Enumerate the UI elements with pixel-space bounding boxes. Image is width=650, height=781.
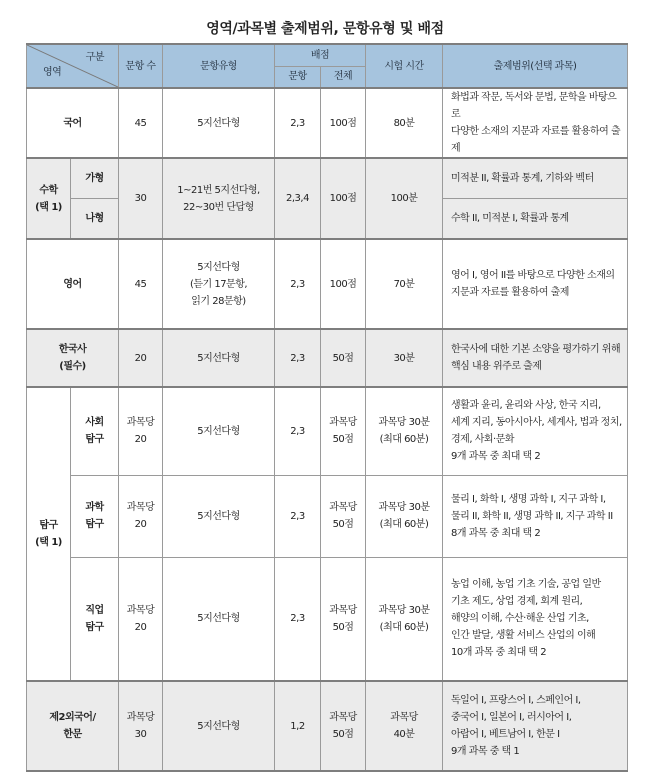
header-gubun: 구분 [85, 52, 104, 63]
header-diagonal-cell [27, 44, 119, 88]
scope-cell: 생활과 윤리, 윤리와 사상, 한국 지리, 세계 지리, 동아시아사, 세계사, 법과 정치, 경제, 사회·문화 9개 과목 중 최대 택 2 [443, 387, 628, 475]
exam-time: 과목당 30분 (최대 60분) [366, 387, 443, 475]
subarea-na: 나형 [71, 198, 119, 239]
item-type: 5지선다형 [163, 329, 275, 387]
item-count: 45 [119, 239, 163, 329]
exam-time: 70분 [366, 239, 443, 329]
item-type: 1~21번 5지선다형, 22~30번 단답형 [163, 158, 275, 239]
subarea-ga: 가형 [71, 158, 119, 198]
table-row-math-ga [27, 158, 628, 198]
table-row-science [27, 475, 628, 557]
scope-cell: 농업 이해, 농업 기초 기술, 공업 일반 기초 제도, 상업 경제, 회계 원리, 해양의 이해, 수산·해운 산업 기초, 인간 발달, 생활 서비스 산업의 이해 10개 과목 중 최대 택 2 [443, 557, 628, 681]
header-item-count: 문항 수 [119, 44, 163, 88]
item-type: 5지선다형 [163, 557, 275, 681]
score-item: 2,3,4 [275, 158, 321, 239]
item-count: 과목당 20 [119, 557, 163, 681]
score-item: 2,3 [275, 387, 321, 475]
score-item: 1,2 [275, 681, 321, 771]
score-total: 50점 [321, 329, 366, 387]
score-item: 2,3 [275, 88, 321, 158]
header-area: 영역 [43, 67, 62, 78]
item-type: 5지선다형 [163, 475, 275, 557]
score-total: 과목당 50점 [321, 681, 366, 771]
score-total: 100점 [321, 239, 366, 329]
item-count: 과목당 30 [119, 681, 163, 771]
score-item: 2,3 [275, 475, 321, 557]
scope-cell: 독일어 I, 프랑스어 I, 스페인어 I, 중국어 I, 일본어 I, 러시아어 I, 아랍어 I, 베트남어 I, 한문 I 9개 과목 중 택 1 [443, 681, 628, 771]
area-inquiry: 탐구 (택 1) [27, 387, 71, 681]
score-item: 2,3 [275, 329, 321, 387]
score-total: 과목당 50점 [321, 475, 366, 557]
header-scope: 출제범위(선택 과목) [443, 44, 628, 88]
score-total: 과목당 50점 [321, 557, 366, 681]
table-row-history [27, 329, 628, 387]
exam-scope-table [26, 43, 628, 772]
item-type: 5지선다형 [163, 88, 275, 158]
header-exam-time: 시험 시간 [366, 44, 443, 88]
table-row-foreign [27, 681, 628, 771]
table-row-vocational [27, 557, 628, 681]
item-type: 5지선다형 [163, 681, 275, 771]
exam-time: 100분 [366, 158, 443, 239]
table-header [27, 44, 628, 88]
header-score: 배점 [275, 44, 366, 66]
score-total: 과목당 50점 [321, 387, 366, 475]
score-total: 100점 [321, 158, 366, 239]
subarea-social: 사회 탐구 [71, 387, 119, 475]
scope-cell: 물리 I, 화학 I, 생명 과학 I, 지구 과학 I, 물리 II, 화학 II, 생명 과학 II, 지구 과학 II 8개 과목 중 최대 택 2 [443, 475, 628, 557]
area-math: 수학 (택 1) [27, 158, 71, 239]
item-count: 과목당 20 [119, 475, 163, 557]
scope-line: 다양한 소재의 지문과 자료를 활용하여 출제 [451, 126, 621, 154]
score-item: 2,3 [275, 557, 321, 681]
exam-time: 과목당 40분 [366, 681, 443, 771]
exam-time: 과목당 30분 (최대 60분) [366, 475, 443, 557]
area-foreign: 제2외국어/ 한문 [27, 681, 119, 771]
exam-time: 과목당 30분 (최대 60분) [366, 557, 443, 681]
scope-cell [443, 88, 628, 158]
item-count: 30 [119, 158, 163, 239]
area-korean: 국어 [27, 88, 119, 158]
scope-cell: 수학 II, 미적분 I, 확률과 통계 [443, 198, 628, 239]
table-row-korean [27, 88, 628, 158]
diagonal-line [27, 45, 118, 87]
table-row-social [27, 387, 628, 475]
scope-line: 화법과 작문, 독서와 문법, 문학을 바탕으로 [451, 92, 617, 120]
item-type: 5지선다형 [163, 387, 275, 475]
score-total: 100점 [321, 88, 366, 158]
exam-time: 80분 [366, 88, 443, 158]
item-count: 45 [119, 88, 163, 158]
area-history: 한국사 (필수) [27, 329, 119, 387]
subarea-vocational: 직업 탐구 [71, 557, 119, 681]
score-item: 2,3 [275, 239, 321, 329]
scope-cell: 영어 I, 영어 II를 바탕으로 다양한 소재의 지문과 자료를 활용하여 출제 [443, 239, 628, 329]
item-count: 과목당 20 [119, 387, 163, 475]
scope-cell: 한국사에 대한 기본 소양을 평가하기 위해 핵심 내용 위주로 출제 [443, 329, 628, 387]
scope-cell: 미적분 II, 확률과 통계, 기하와 벡터 [443, 158, 628, 198]
header-score-item: 문항 [275, 66, 321, 88]
header-score-total: 전체 [321, 66, 366, 88]
subarea-science: 과학 탐구 [71, 475, 119, 557]
item-count: 20 [119, 329, 163, 387]
area-english: 영어 [27, 239, 119, 329]
table-row-english [27, 239, 628, 329]
header-item-type: 문항유형 [163, 44, 275, 88]
exam-time: 30분 [366, 329, 443, 387]
page-title: 영역/과목별 출제범위, 문항유형 및 배점 [206, 21, 444, 37]
item-type: 5지선다형 (듣기 17문항, 읽기 28문항) [163, 239, 275, 329]
